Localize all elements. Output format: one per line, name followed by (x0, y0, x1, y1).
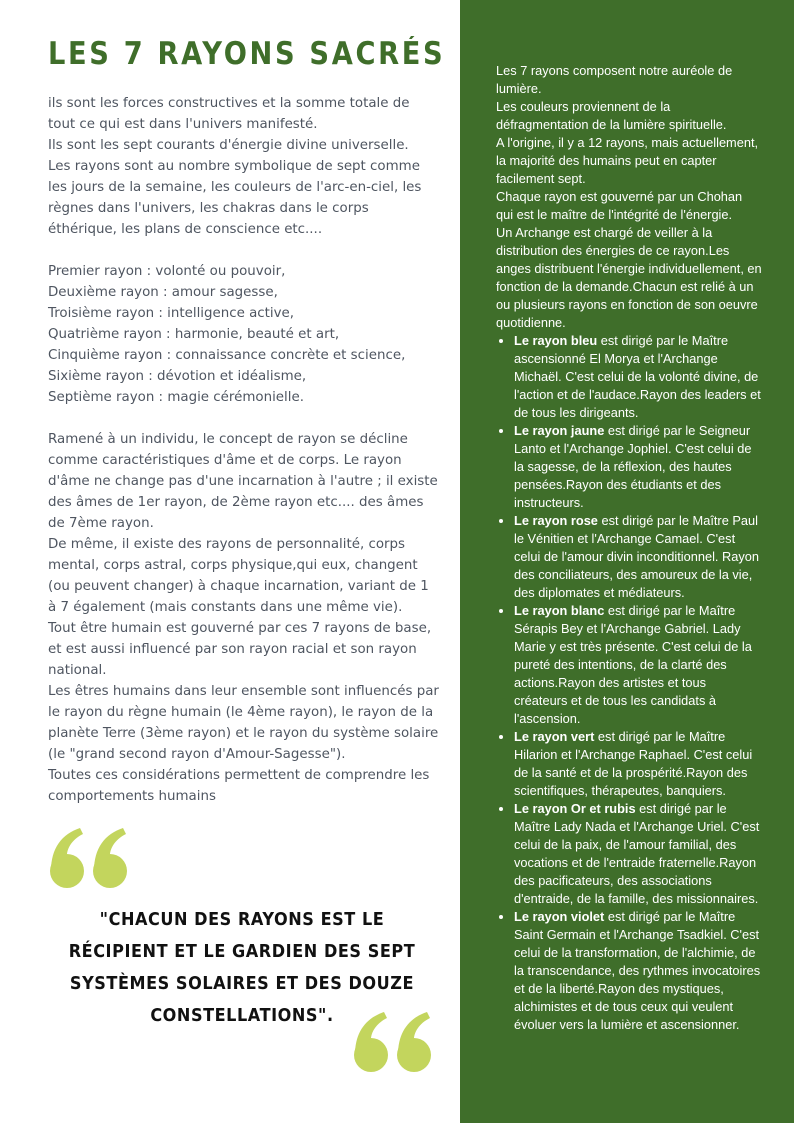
ray-name: Le rayon bleu (514, 333, 598, 348)
body-paragraph: Les êtres humains dans leur ensemble sont influencés par le rayon du règne humain (le 4ème rayon), le rayon de la planète Terre (3ème rayon) et le rayon du système solaire (le "grand second rayon d'Amour-Sagesse"). (48, 684, 439, 762)
ray-description: est dirigé par le Seigneur Lanto et l'Archange Jophiel. C'est celui de la sagesse, de la réflexion, des hautes pensées.Rayon des étudiants et des instructeurs. (514, 423, 752, 510)
pull-quote: "CHACUN DES RAYONS EST LE RÉCIPIENT ET LE GARDIEN DES SEPT SYSTÈMES SOLAIRES ET DES DOUZE CONSTELLATIONS". (68, 910, 416, 1026)
body-paragraph: De même, il existe des rayons de personnalité, corps mental, corps astral, corps physique,qui eux, changent (ou peuvent changer) à chaque incarnation, variant de 1 à 7 également (mais constants dans une même vie). (48, 537, 429, 615)
ray-name: Le rayon violet (514, 909, 605, 924)
ray-name: Le rayon vert (514, 729, 595, 744)
ray-description: est dirigé par le Maître Lady Nada et l'Archange Uriel. C'est celui de la paix, de l'amour familial, des vocations et de l'entraide fraternelle.Rayon des pacificateurs, des associations d'entraide, de la famille, des missionnaires. (514, 801, 760, 906)
ray-detail-item (514, 422, 762, 512)
body-paragraph: Toutes ces considérations permettent de comprendre les comportements humains (48, 768, 430, 804)
main-text (48, 93, 440, 807)
ray-list-item: Premier rayon : volonté ou pouvoir, (48, 264, 286, 279)
body-paragraph: Ramené à un individu, le concept de rayon se décline comme caractéristiques d'âme et de corps. Le rayon d'âme ne change pas d'une incarnation à l'autre ; il existe des âmes de 1er rayon, de 2ème rayon etc.... des âmes de 7ème rayon. (48, 432, 438, 531)
ray-detail-item (514, 908, 762, 1034)
rays-detail-list (496, 332, 762, 1034)
ray-list-item: Deuxième rayon : amour sagesse, (48, 285, 278, 300)
ray-list-item: Troisième rayon : intelligence active, (48, 306, 295, 321)
sidebar-paragraph: Les couleurs proviennent de la défragmentation de la lumière spirituelle. (496, 99, 727, 132)
ray-name: Le rayon blanc (514, 603, 605, 618)
ray-name: Le rayon Or et rubis (514, 801, 636, 816)
ray-detail-item (514, 332, 762, 422)
sidebar-paragraph: Un Archange est chargé de veiller à la distribution des énergies de ce rayon.Les anges distribuent l'énergie individuellement, en fonction de la demande.Chacun est relié à un ou plusieurs rayons en fonction de son oeuvre quotidienne. (496, 225, 762, 330)
ray-name: Le rayon jaune (514, 423, 605, 438)
intro-paragraph: ils sont les forces constructives et la somme totale de tout ce qui est dans l'univers manifesté. (48, 96, 410, 132)
ray-description: est dirigé par le Maître Saint Germain et l'Archange Tsadkiel. C'est celui de la transformation, de l'alchimie, de la transcendance, des rythmes invocatoires et de la liberté.Rayon des mystiques, alchimistes et de tous ceux qui veulent évoluer vers la lumière et ascensionner. (514, 909, 761, 1032)
ray-description: est dirigé par le Maître Paul le Vénitien et l'Archange Camael. C'est celui de l'amour divin inconditionnel. Rayon des conciliateurs, des amoureux de la vie, des diplomates et médiateurs. (514, 513, 760, 600)
ray-list-item: Quatrième rayon : harmonie, beauté et art, (48, 327, 340, 342)
sidebar-paragraph: Chaque rayon est gouverné par un Chohan qui est le maître de l'intégrité de l'énergie. (496, 189, 743, 222)
intro-paragraph: Ils sont les sept courants d'énergie divine universelle. (48, 138, 409, 153)
ray-detail-item (514, 602, 762, 728)
sidebar-text (496, 62, 762, 1034)
ray-list-item: Sixième rayon : dévotion et idéalisme, (48, 369, 307, 384)
sidebar-paragraph: A l'origine, il y a 12 rayons, mais actuellement, la majorité des humains peut en capter facilement sept. (496, 135, 759, 186)
ray-description: est dirigé par le Maître Sérapis Bey et l'Archange Gabriel. Lady Marie y est très présente. C'est celui de la pureté des intentions, de la clarté des actions.Rayon des artistes et tous créateurs et de tous les candidats à l'ascension. (514, 603, 752, 726)
page-title: LES 7 RAYONS SACRÉS (48, 36, 446, 72)
ray-detail-item (514, 512, 762, 602)
ray-description: est dirigé par le Maître ascensionné El Morya et l'Archange Michaël. C'est celui de la volonté divine, de l'action et de l'audace.Rayon des leaders et de tous les dirigeants. (514, 333, 761, 420)
quote-mark-icon (48, 826, 132, 890)
sidebar (460, 0, 794, 1123)
ray-detail-item (514, 800, 762, 908)
quote-mark-icon (352, 1010, 436, 1074)
sidebar-paragraph: Les 7 rayons composent notre auréole de lumière. (496, 63, 733, 96)
ray-list-item: Cinquième rayon : connaissance concrète et science, (48, 348, 406, 363)
body-paragraph: Tout être humain est gouverné par ces 7 rayons de base, et est aussi influencé par son rayon racial et son rayon national. (48, 621, 432, 678)
ray-list-item: Septième rayon : magie cérémonielle. (48, 390, 304, 405)
ray-detail-item (514, 728, 762, 800)
intro-paragraph: Les rayons sont au nombre symbolique de sept comme les jours de la semaine, les couleurs de l'arc-en-ciel, les règnes dans l'univers, les chakras dans le corps éthérique, les plans de conscience etc.... (48, 159, 422, 237)
ray-description: est dirigé par le Maître Hilarion et l'Archange Raphael. C'est celui de la santé et de la prospérité.Rayon des scientifiques, thérapeutes, banquiers. (514, 729, 753, 798)
ray-name: Le rayon rose (514, 513, 598, 528)
